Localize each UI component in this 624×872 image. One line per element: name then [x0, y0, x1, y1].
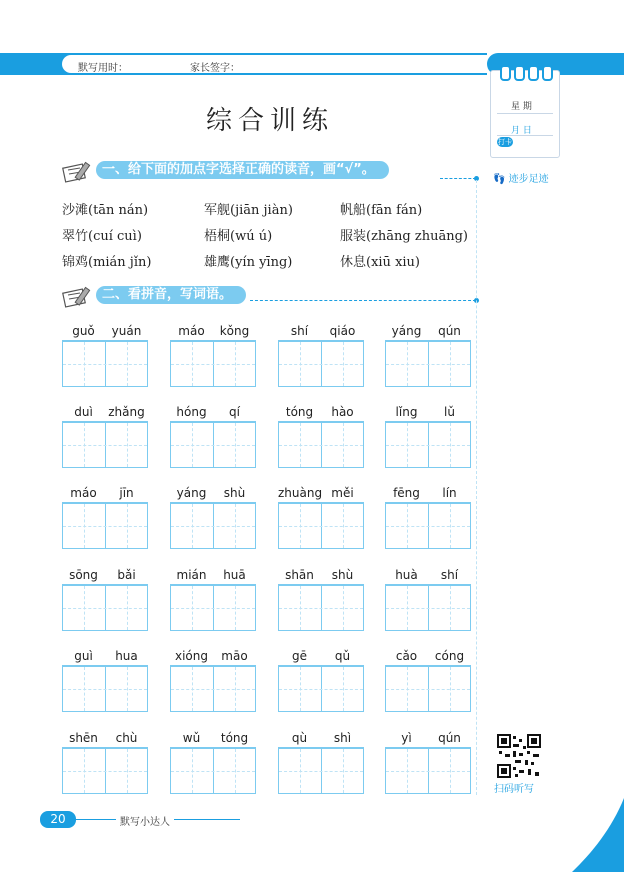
choice-item[interactable]: 雄鹰(yín yīng) — [204, 255, 293, 270]
pinyin-line — [385, 322, 471, 341]
pinyin-syllable: qù — [291, 731, 308, 745]
pinyin-syllable: shēn — [69, 731, 98, 745]
choice-item[interactable]: 沙滩(tān nán) — [62, 203, 149, 218]
pinyin-syllable: hào — [331, 405, 354, 419]
pinyin-syllable: lǐng — [395, 405, 418, 419]
pinyin-syllable: lǔ — [444, 405, 455, 419]
footprints-text: 迹步足迹 — [508, 174, 549, 185]
qr-code-icon[interactable] — [497, 734, 541, 778]
pinyin-line — [385, 729, 471, 748]
word-box[interactable] — [385, 403, 471, 469]
date-label: 月 日 — [511, 126, 532, 136]
word-box[interactable] — [278, 566, 364, 632]
writing-cell-pair[interactable] — [170, 748, 256, 794]
word-box[interactable] — [62, 647, 148, 713]
pinyin-syllable: guǒ — [72, 324, 95, 338]
pinyin-line — [62, 566, 148, 585]
pinyin-syllable: jīn — [119, 486, 134, 500]
pinyin-line — [170, 647, 256, 666]
word-box[interactable] — [278, 403, 364, 469]
guide-line — [171, 526, 255, 527]
pinyin-syllable: guì — [74, 649, 93, 663]
ring-icon — [514, 65, 525, 81]
pinyin-syllable: bǎi — [117, 568, 136, 582]
section1-header — [62, 160, 482, 180]
word-box[interactable] — [170, 403, 256, 469]
word-box[interactable] — [385, 484, 471, 550]
pinyin-line — [62, 403, 148, 422]
word-box[interactable] — [62, 484, 148, 550]
section2-header — [62, 285, 482, 305]
parent-signature-label: 家长签字： — [190, 63, 240, 74]
guide-line — [171, 608, 255, 609]
weekday-label: 星 期 — [511, 102, 532, 112]
pinyin-syllable: shì — [333, 731, 352, 745]
choice-item[interactable]: 服装(zhāng zhuāng) — [340, 229, 468, 244]
pinyin-line — [62, 729, 148, 748]
guide-line — [171, 771, 255, 772]
ring-icon — [542, 65, 553, 81]
guide-line — [386, 771, 470, 772]
checkin-badge: 打卡 — [498, 138, 512, 146]
header-strip — [62, 55, 487, 73]
writing-cell-pair[interactable] — [62, 666, 148, 712]
pinyin-syllable: māo — [221, 649, 248, 663]
writing-cell-pair[interactable] — [278, 748, 364, 794]
pinyin-syllable: zhuàng — [278, 486, 323, 500]
pinyin-line — [170, 403, 256, 422]
writing-cell-pair[interactable] — [62, 503, 148, 549]
pinyin-syllable: měi — [331, 486, 354, 500]
pinyin-syllable: qún — [438, 324, 461, 338]
pinyin-syllable: máo — [178, 324, 205, 338]
guide-line — [63, 445, 147, 446]
pinyin-syllable: chù — [115, 731, 138, 745]
pinyin-line — [278, 322, 364, 341]
ring-icon — [500, 65, 511, 81]
guide-line — [171, 364, 255, 365]
writing-cell-pair[interactable] — [170, 422, 256, 468]
guide-line — [279, 445, 363, 446]
pinyin-syllable: shí — [290, 324, 309, 338]
word-box[interactable] — [385, 647, 471, 713]
pinyin-line — [170, 322, 256, 341]
writing-cell-pair[interactable] — [170, 341, 256, 387]
guide-line — [386, 526, 470, 527]
writing-cell-pair[interactable] — [62, 341, 148, 387]
choice-item[interactable]: 军舰(jiān jiàn) — [204, 203, 293, 218]
pinyin-syllable: xióng — [175, 649, 208, 663]
page-title: 综合训练 — [205, 106, 334, 136]
pinyin-line — [62, 322, 148, 341]
pinyin-syllable: hua — [115, 649, 138, 663]
pinyin-line — [385, 484, 471, 503]
writing-cell-pair[interactable] — [278, 341, 364, 387]
pinyin-line — [170, 566, 256, 585]
writing-cell-pair[interactable] — [62, 748, 148, 794]
dictation-time-label: 默写用时： — [78, 63, 128, 74]
word-box[interactable] — [62, 322, 148, 388]
corner-decoration — [572, 798, 624, 872]
word-box[interactable] — [170, 647, 256, 713]
header-bar — [0, 53, 487, 75]
footprints-icon: 👣 — [493, 174, 509, 185]
pinyin-syllable: yuán — [111, 324, 142, 338]
page-number: 20 — [40, 811, 76, 828]
pinyin-syllable: fēng — [393, 486, 420, 500]
word-box[interactable] — [278, 729, 364, 795]
pinyin-syllable: yì — [401, 731, 412, 745]
section1-divider — [440, 178, 476, 179]
word-box[interactable] — [170, 484, 256, 550]
word-box[interactable] — [385, 729, 471, 795]
pinyin-syllable: wǔ — [182, 731, 201, 745]
section2-divider — [250, 300, 476, 301]
qr-caption: 扫码听写 — [494, 784, 534, 795]
pinyin-syllable: kǒng — [219, 324, 250, 338]
writing-cell-pair[interactable] — [385, 666, 471, 712]
pinyin-line — [278, 566, 364, 585]
writing-cell-pair[interactable] — [278, 585, 364, 631]
pinyin-syllable: qún — [438, 731, 461, 745]
pinyin-line — [170, 484, 256, 503]
guide-line — [386, 364, 470, 365]
writing-cell-pair[interactable] — [385, 748, 471, 794]
pinyin-syllable: sōng — [69, 568, 98, 582]
pinyin-line — [170, 729, 256, 748]
pinyin-syllable: shān — [285, 568, 314, 582]
ring-icon — [528, 65, 539, 81]
pinyin-line — [385, 566, 471, 585]
pinyin-syllable: shù — [331, 568, 354, 582]
writing-cell-pair[interactable] — [278, 503, 364, 549]
word-box[interactable] — [62, 566, 148, 632]
pinyin-line — [385, 647, 471, 666]
writing-cell-pair[interactable] — [170, 585, 256, 631]
guide-line — [279, 364, 363, 365]
pinyin-syllable: tóng — [285, 405, 314, 419]
pinyin-syllable: mián — [176, 568, 207, 582]
choice-item[interactable]: 休息(xiū xiu) — [340, 255, 420, 270]
pinyin-line — [278, 647, 364, 666]
word-box[interactable] — [170, 566, 256, 632]
guide-line — [386, 608, 470, 609]
writing-cell-pair[interactable] — [278, 422, 364, 468]
writing-cell-pair[interactable] — [385, 503, 471, 549]
guide-line — [63, 689, 147, 690]
pinyin-syllable: huā — [223, 568, 246, 582]
guide-line — [279, 608, 363, 609]
pinyin-syllable: máo — [70, 486, 97, 500]
writing-cell-pair[interactable] — [62, 585, 148, 631]
pinyin-line — [62, 647, 148, 666]
guide-line — [63, 608, 147, 609]
pinyin-syllable: qiáo — [329, 324, 356, 338]
guide-line — [171, 445, 255, 446]
writing-cell-pair[interactable] — [62, 422, 148, 468]
guide-line — [279, 526, 363, 527]
pinyin-syllable: duì — [74, 405, 93, 419]
pinyin-syllable: shù — [223, 486, 246, 500]
pinyin-line — [278, 484, 364, 503]
guide-line — [63, 771, 147, 772]
choice-item[interactable]: 帆船(fān fán) — [340, 203, 423, 218]
book-title: 默写小达人 — [116, 813, 174, 828]
footer — [40, 811, 210, 828]
pinyin-line — [278, 729, 364, 748]
writing-cell-pair[interactable] — [385, 585, 471, 631]
writing-cell-pair[interactable] — [385, 422, 471, 468]
pencil-notebook-icon — [62, 160, 98, 184]
guide-line — [279, 689, 363, 690]
guide-line — [63, 364, 147, 365]
section1-title: 一、给下面的加点字选择正确的读音，画“√”。 — [96, 161, 389, 179]
pinyin-syllable: qǔ — [334, 649, 351, 663]
word-box[interactable] — [62, 729, 148, 795]
footprints-label — [493, 170, 549, 185]
pinyin-line — [278, 403, 364, 422]
pencil-notebook-icon — [62, 285, 98, 309]
writing-cell-pair[interactable] — [170, 666, 256, 712]
guide-line — [171, 689, 255, 690]
pinyin-syllable: lín — [442, 486, 457, 500]
writing-cell-pair[interactable] — [170, 503, 256, 549]
pinyin-line — [385, 403, 471, 422]
pinyin-syllable: huà — [395, 568, 418, 582]
word-box[interactable] — [278, 484, 364, 550]
pinyin-syllable: qí — [229, 405, 240, 419]
writing-cell-pair[interactable] — [385, 341, 471, 387]
word-box[interactable] — [170, 729, 256, 795]
guide-line — [63, 526, 147, 527]
pinyin-syllable: gē — [292, 649, 307, 663]
pinyin-syllable: yáng — [391, 324, 422, 338]
word-box[interactable] — [170, 322, 256, 388]
guide-line — [386, 689, 470, 690]
guide-line — [386, 445, 470, 446]
word-box[interactable] — [278, 322, 364, 388]
pinyin-syllable: zhǎng — [108, 405, 145, 419]
choice-item[interactable]: 锦鸡(mián jǐn) — [62, 255, 152, 270]
pinyin-line — [62, 484, 148, 503]
pinyin-syllable: hóng — [176, 405, 207, 419]
guide-line — [279, 771, 363, 772]
choice-item[interactable]: 梧桐(wú ú) — [204, 229, 273, 244]
word-box[interactable] — [385, 322, 471, 388]
word-box[interactable] — [62, 403, 148, 469]
pinyin-syllable: cǎo — [395, 649, 418, 663]
choice-item[interactable]: 翠竹(cuí cuì) — [62, 229, 142, 244]
pinyin-syllable: yáng — [176, 486, 207, 500]
word-box[interactable] — [385, 566, 471, 632]
pinyin-syllable: shí — [440, 568, 459, 582]
margin-dashed-line — [476, 180, 477, 795]
writing-cell-pair[interactable] — [278, 666, 364, 712]
pinyin-syllable: cóng — [434, 649, 465, 663]
section2-title: 二、看拼音，写词语。 — [96, 286, 246, 304]
word-box[interactable] — [278, 647, 364, 713]
pinyin-syllable: tóng — [220, 731, 249, 745]
